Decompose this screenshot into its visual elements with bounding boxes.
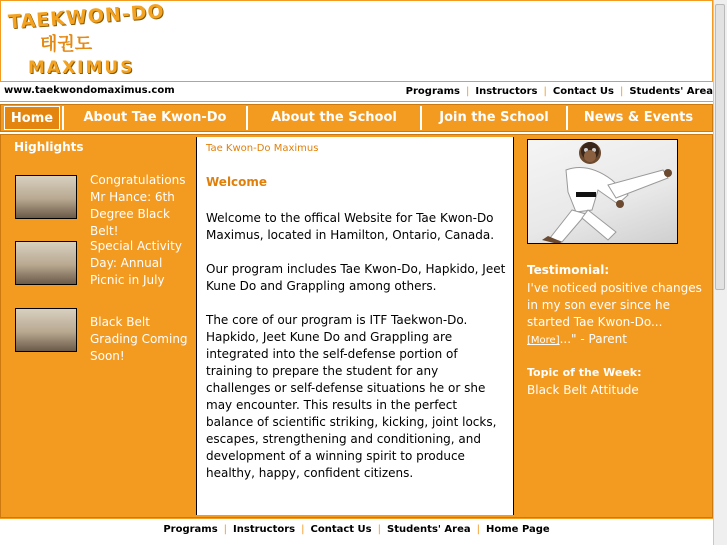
separator: | (476, 524, 481, 535)
footer-link-instructors[interactable]: Instructors (233, 524, 296, 535)
footer-link-home[interactable]: Home Page (486, 524, 550, 535)
testimonial-text (527, 280, 707, 349)
footer-link-contact[interactable]: Contact Us (310, 524, 372, 535)
scrollbar-thumb[interactable] (715, 4, 725, 290)
kicker-illustration (528, 140, 678, 244)
testimonial-attribution: ..." - Parent (559, 332, 627, 346)
topic-title: Topic of the Week: (527, 366, 642, 379)
separator: | (466, 86, 470, 97)
highlight-link-3[interactable]: Black Belt Grading Coming Soon! (90, 315, 188, 363)
footer-link-students-area[interactable]: Students' Area (387, 524, 471, 535)
nav-about-tkd[interactable]: About Tae Kwon-Do (62, 106, 246, 130)
highlights-title: Highlights (14, 140, 84, 154)
nav-home[interactable]: Home (4, 106, 60, 130)
top-link-instructors[interactable]: Instructors (475, 86, 538, 97)
logo-text-bottom[interactable]: MAXIMUS (28, 58, 135, 78)
more-link[interactable]: [More] (527, 335, 560, 346)
footer-link-programs[interactable]: Programs (163, 524, 218, 535)
site-url: www.taekwondomaximus.com (4, 85, 175, 96)
nav-about-school[interactable]: About the School (246, 106, 420, 130)
testimonial-quote: I've noticed positive changes in my son ever since he started Tae Kwon-Do... (527, 281, 702, 329)
logo-text-top[interactable]: TAEKWON-DO (7, 0, 166, 34)
highlight-thumb-picnic[interactable] (15, 241, 77, 285)
logo-mark[interactable]: 태권도 (40, 34, 93, 55)
separator: | (619, 86, 624, 97)
separator: | (301, 524, 305, 535)
core-paragraph: The core of our program is ITF Taekwon-Do. Hapkido, Jeet Kune Do and Grappling are integrated into the self-defense portion of training to prepare the student for any challenges or self-defense situations he or she may encounter. This results in the perfect balance of scientific striking, kicking, joint locks, escapes, strengthening and conditioning, and development of a winning spirit to produce healthy, happy, confident citizens. (206, 313, 497, 480)
nav-news-events[interactable]: News & Events (566, 106, 709, 130)
footer-links (0, 524, 713, 535)
separator: | (223, 524, 228, 535)
top-link-students-area[interactable]: Students' Area (629, 86, 713, 97)
kick-photo (527, 139, 678, 244)
testimonial-title: Testimonial: (527, 263, 610, 277)
separator: | (543, 86, 547, 97)
highlight-link-1[interactable]: Congratulations Mr Hance: 6th Degree Black Belt! (90, 173, 186, 238)
page-title: Welcome (206, 175, 268, 189)
highlight-thumb-belt[interactable] (15, 175, 77, 219)
top-link-contact[interactable]: Contact Us (552, 86, 614, 97)
nav-join-school[interactable]: Join the School (420, 106, 566, 130)
highlight-thumb-grading[interactable] (15, 308, 77, 352)
intro-paragraph: Welcome to the offical Website for Tae Kwon-Do Maximus, located in Hamilton, Ontario, Canada. (206, 211, 495, 242)
top-links (406, 86, 713, 97)
program-paragraph: Our program includes Tae Kwon-Do, Hapkido, Jeet Kune Do and Grappling among others. (206, 262, 506, 293)
highlight-link-2[interactable]: Special Activity Day: Annual Picnic in July (90, 239, 182, 287)
top-link-programs[interactable]: Programs (405, 86, 461, 97)
breadcrumb[interactable]: Tae Kwon-Do Maximus (206, 143, 319, 154)
separator: | (377, 524, 381, 535)
topic-link[interactable]: Black Belt Attitude (527, 383, 639, 397)
